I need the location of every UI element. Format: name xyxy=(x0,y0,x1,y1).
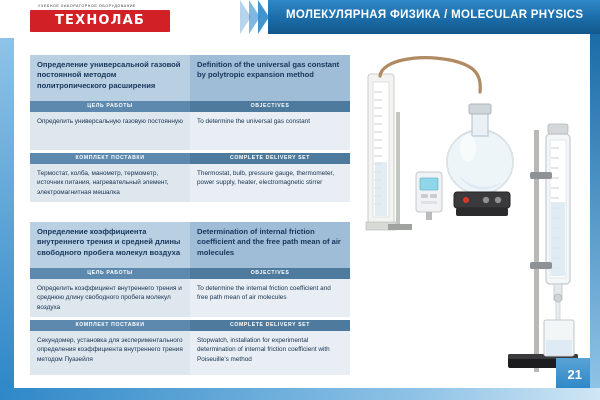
bottom-decorative-rail xyxy=(0,388,600,400)
block-2-objectives-text-en: To determine the internal friction coefficient and free path mean of air molecules xyxy=(190,279,350,317)
logo-text: ТЕХНОЛАБ xyxy=(54,13,146,28)
logo-tagline: УЧЕБНОЕ ЛАБОРАТОРНОЕ ОБОРУДОВАНИЕ xyxy=(38,4,136,8)
page-number: 21 xyxy=(567,367,582,382)
block-1-objectives-text-ru: Определить универсальную газовую постоянную xyxy=(30,112,190,150)
block-1-delivery-text-en: Thermostat, bulb, pressure gauge, thermometer, power supply, heater, electromagnetic stirrer xyxy=(190,164,350,202)
block-2-title-ru: Определение коэффициента внутреннего трения и средней длины свободного пробега молекул воздуха xyxy=(30,222,190,268)
right-decorative-rail xyxy=(590,34,600,388)
block-2-title-en: Determination of internal friction coefficient and the free path mean of air molecules xyxy=(190,222,350,268)
block-1-objectives-body xyxy=(30,112,350,150)
block-2-delivery-text-en: Stopwatch, installation for experimental determination of internal friction coefficient with Poiseuille's method xyxy=(190,331,350,375)
block-1-delivery-label-en: COMPLETE DELIVERY SET xyxy=(190,153,350,164)
block-1-delivery-text-ru: Термостат, колба, манометр, термометр, источник питания, нагревательный элемент, электромагнитная мешалка xyxy=(30,164,190,202)
block-2-objectives-body xyxy=(30,279,350,317)
block-2-objectives-header xyxy=(30,268,350,279)
block-1-delivery-label-ru: КОМПЛЕКТ ПОСТАВКИ xyxy=(30,153,190,164)
block-1-title-ru: Определение универсальной газовой постоянной методом политропического расширения xyxy=(30,55,190,101)
block-1-objectives-label-ru: ЦЕЛЬ РАБОТЫ xyxy=(30,101,190,112)
block-2-delivery-header xyxy=(30,320,350,331)
block-2-title-row xyxy=(30,222,350,268)
page-header xyxy=(0,0,600,34)
equipment-photos xyxy=(358,52,590,374)
block-2-delivery-label-ru: КОМПЛЕКТ ПОСТАВКИ xyxy=(30,320,190,331)
header-banner xyxy=(268,0,600,34)
header-title: МОЛЕКУЛЯРНАЯ ФИЗИКА / MOLECULAR PHYSICS xyxy=(286,9,584,21)
lab-work-block-2 xyxy=(30,222,350,375)
block-1-objectives-label-en: OBJECTIVES xyxy=(190,101,350,112)
block-2-objectives-label-ru: ЦЕЛЬ РАБОТЫ xyxy=(30,268,190,279)
company-logo xyxy=(30,4,170,32)
block-2-delivery-label-en: COMPLETE DELIVERY SET xyxy=(190,320,350,331)
block-2-objectives-text-ru: Определить коэффициент внутреннего трения и среднюю длину свободного пробега молекул воздуха xyxy=(30,279,190,317)
block-2-delivery-body xyxy=(30,331,350,375)
block-1-objectives-header xyxy=(30,101,350,112)
block-2-delivery-text-ru: Секундомер, установка для экспериментального определения коэффициента внутреннего трения методом Пуазейля xyxy=(30,331,190,375)
lab-work-block-1 xyxy=(30,55,350,202)
block-1-delivery-header xyxy=(30,153,350,164)
block-1-title-en: Definition of the universal gas constant by polytropic expansion method xyxy=(190,55,350,101)
left-decorative-rail xyxy=(0,38,14,388)
block-2-objectives-label-en: OBJECTIVES xyxy=(190,268,350,279)
header-chevron-decoration xyxy=(240,0,270,34)
block-1-objectives-text-en: To determine the universal gas constant xyxy=(190,112,350,150)
block-1-delivery-body xyxy=(30,164,350,202)
apparatus-illustration xyxy=(358,52,590,374)
block-1-title-row xyxy=(30,55,350,101)
